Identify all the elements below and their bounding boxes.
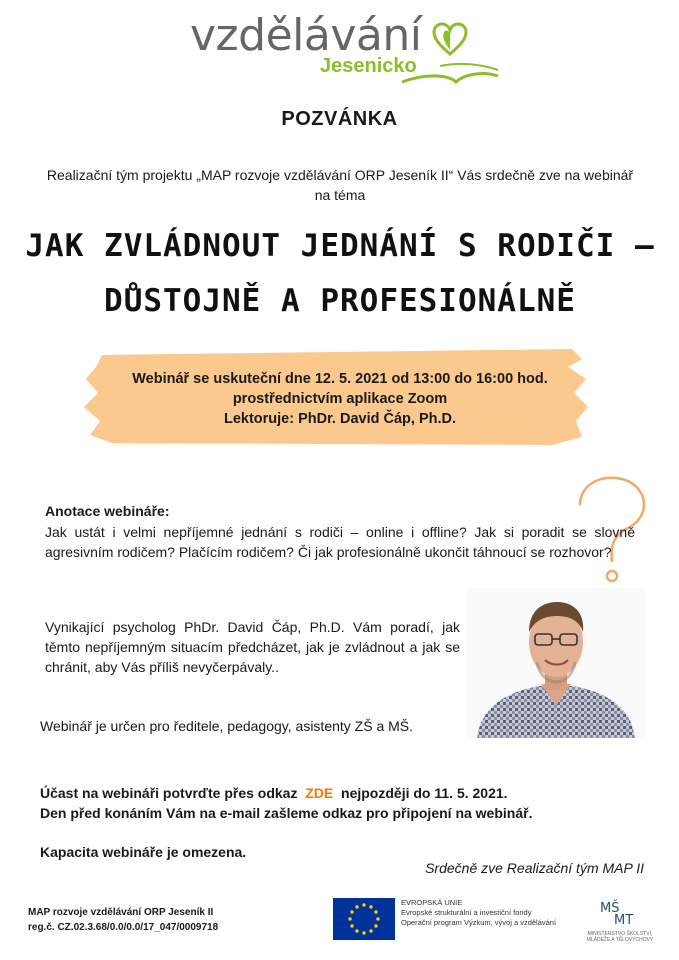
event-lecturer: Lektoruje: PhDr. David Čáp, Ph.D. [223, 411, 457, 427]
heart-icon [432, 22, 468, 56]
confirm-before: Účast na webináři potvrďte přes odkaz [40, 785, 298, 801]
psychologist-text: Vynikající psycholog PhDr. David Čáp, Ph.D. Vám poradí, jak těmto nepříjemným situacím předcházet, jak je zvládnout a jak se chránit, aby Vás příliš nevyčerpávaly.. [45, 619, 460, 675]
svg-text:MT: MT [614, 913, 634, 926]
annotation-heading: Anotace webináře: [45, 503, 170, 519]
page-heading: POZVÁNKA [281, 108, 398, 130]
event-platform: prostřednictvím aplikace Zoom [232, 391, 448, 407]
logo-wordmark: vzdělávání [190, 10, 422, 61]
confirmation-text [40, 783, 532, 823]
eu-line2: Evropské strukturální a investiční fondy [401, 908, 532, 917]
capacity-text: Kapacita webináře je omezena. [40, 844, 247, 860]
confirm-after: nejpozději do 11. 5. 2021. [341, 785, 508, 801]
intro-text: Realizační tým projektu „MAP rozvoje vzdělávání ORP Jeseník II“ Vás srdečně zve na webinář na téma [46, 167, 634, 203]
logo-subtitle: Jesenicko [320, 55, 417, 77]
book-icon [400, 58, 500, 86]
annotation-text: Jak ustát i velmi nepříjemné jednání s rodiči – online i offline? Jak si poradit se slovně agresivním rodičem? Plačícím rodičem? Či jak profesionálně ukončit táhnoucí se rozhovor? [45, 524, 635, 560]
msmt-line2: MLÁDEŽE A TĚLOVÝCHOVY [586, 937, 654, 943]
footer-reg-number: reg.č. CZ.02.3.68/0.0/0.0/17_047/0009718 [28, 922, 219, 933]
registration-link[interactable]: ZDE [305, 785, 334, 801]
webinar-title-line2: DŮSTOJNĚ A PROFESIONÁLNĚ [104, 283, 576, 319]
svg-text:MŠ: MŠ [600, 901, 620, 916]
msmt-logo [580, 898, 660, 943]
msmt-icon [598, 898, 642, 926]
lecturer-photo [467, 588, 645, 738]
webinar-title-line1: JAK ZVLÁDNOUT JEDNÁNÍ S RODIČI – [25, 228, 655, 264]
eu-line3: Operační program Výzkum, vývoj a vzdělávání [401, 918, 557, 927]
event-date: Webinář se uskuteční dne 12. 5. 2021 od 13:00 do 16:00 hod. [132, 371, 548, 387]
confirm-line2: Den před konáním Vám na e-mail zašleme odkaz pro připojení na webinář. [40, 805, 533, 821]
msmt-line1: MINISTERSTVO ŠKOLSTVÍ, [587, 931, 653, 937]
eu-text [401, 898, 556, 928]
eu-line1: EVROPSKÁ UNIE [401, 898, 463, 907]
event-details [95, 369, 585, 429]
signature: Srdečně zve Realizační tým MAP II [425, 860, 644, 876]
audience-text: Webinář je určen pro ředitele, pedagogy, asistenty ZŠ a MŠ. [40, 718, 414, 734]
footer-project-name: MAP rozvoje vzdělávání ORP Jeseník II [28, 907, 214, 918]
eu-flag-icon [333, 898, 395, 940]
footer-project [28, 905, 218, 935]
